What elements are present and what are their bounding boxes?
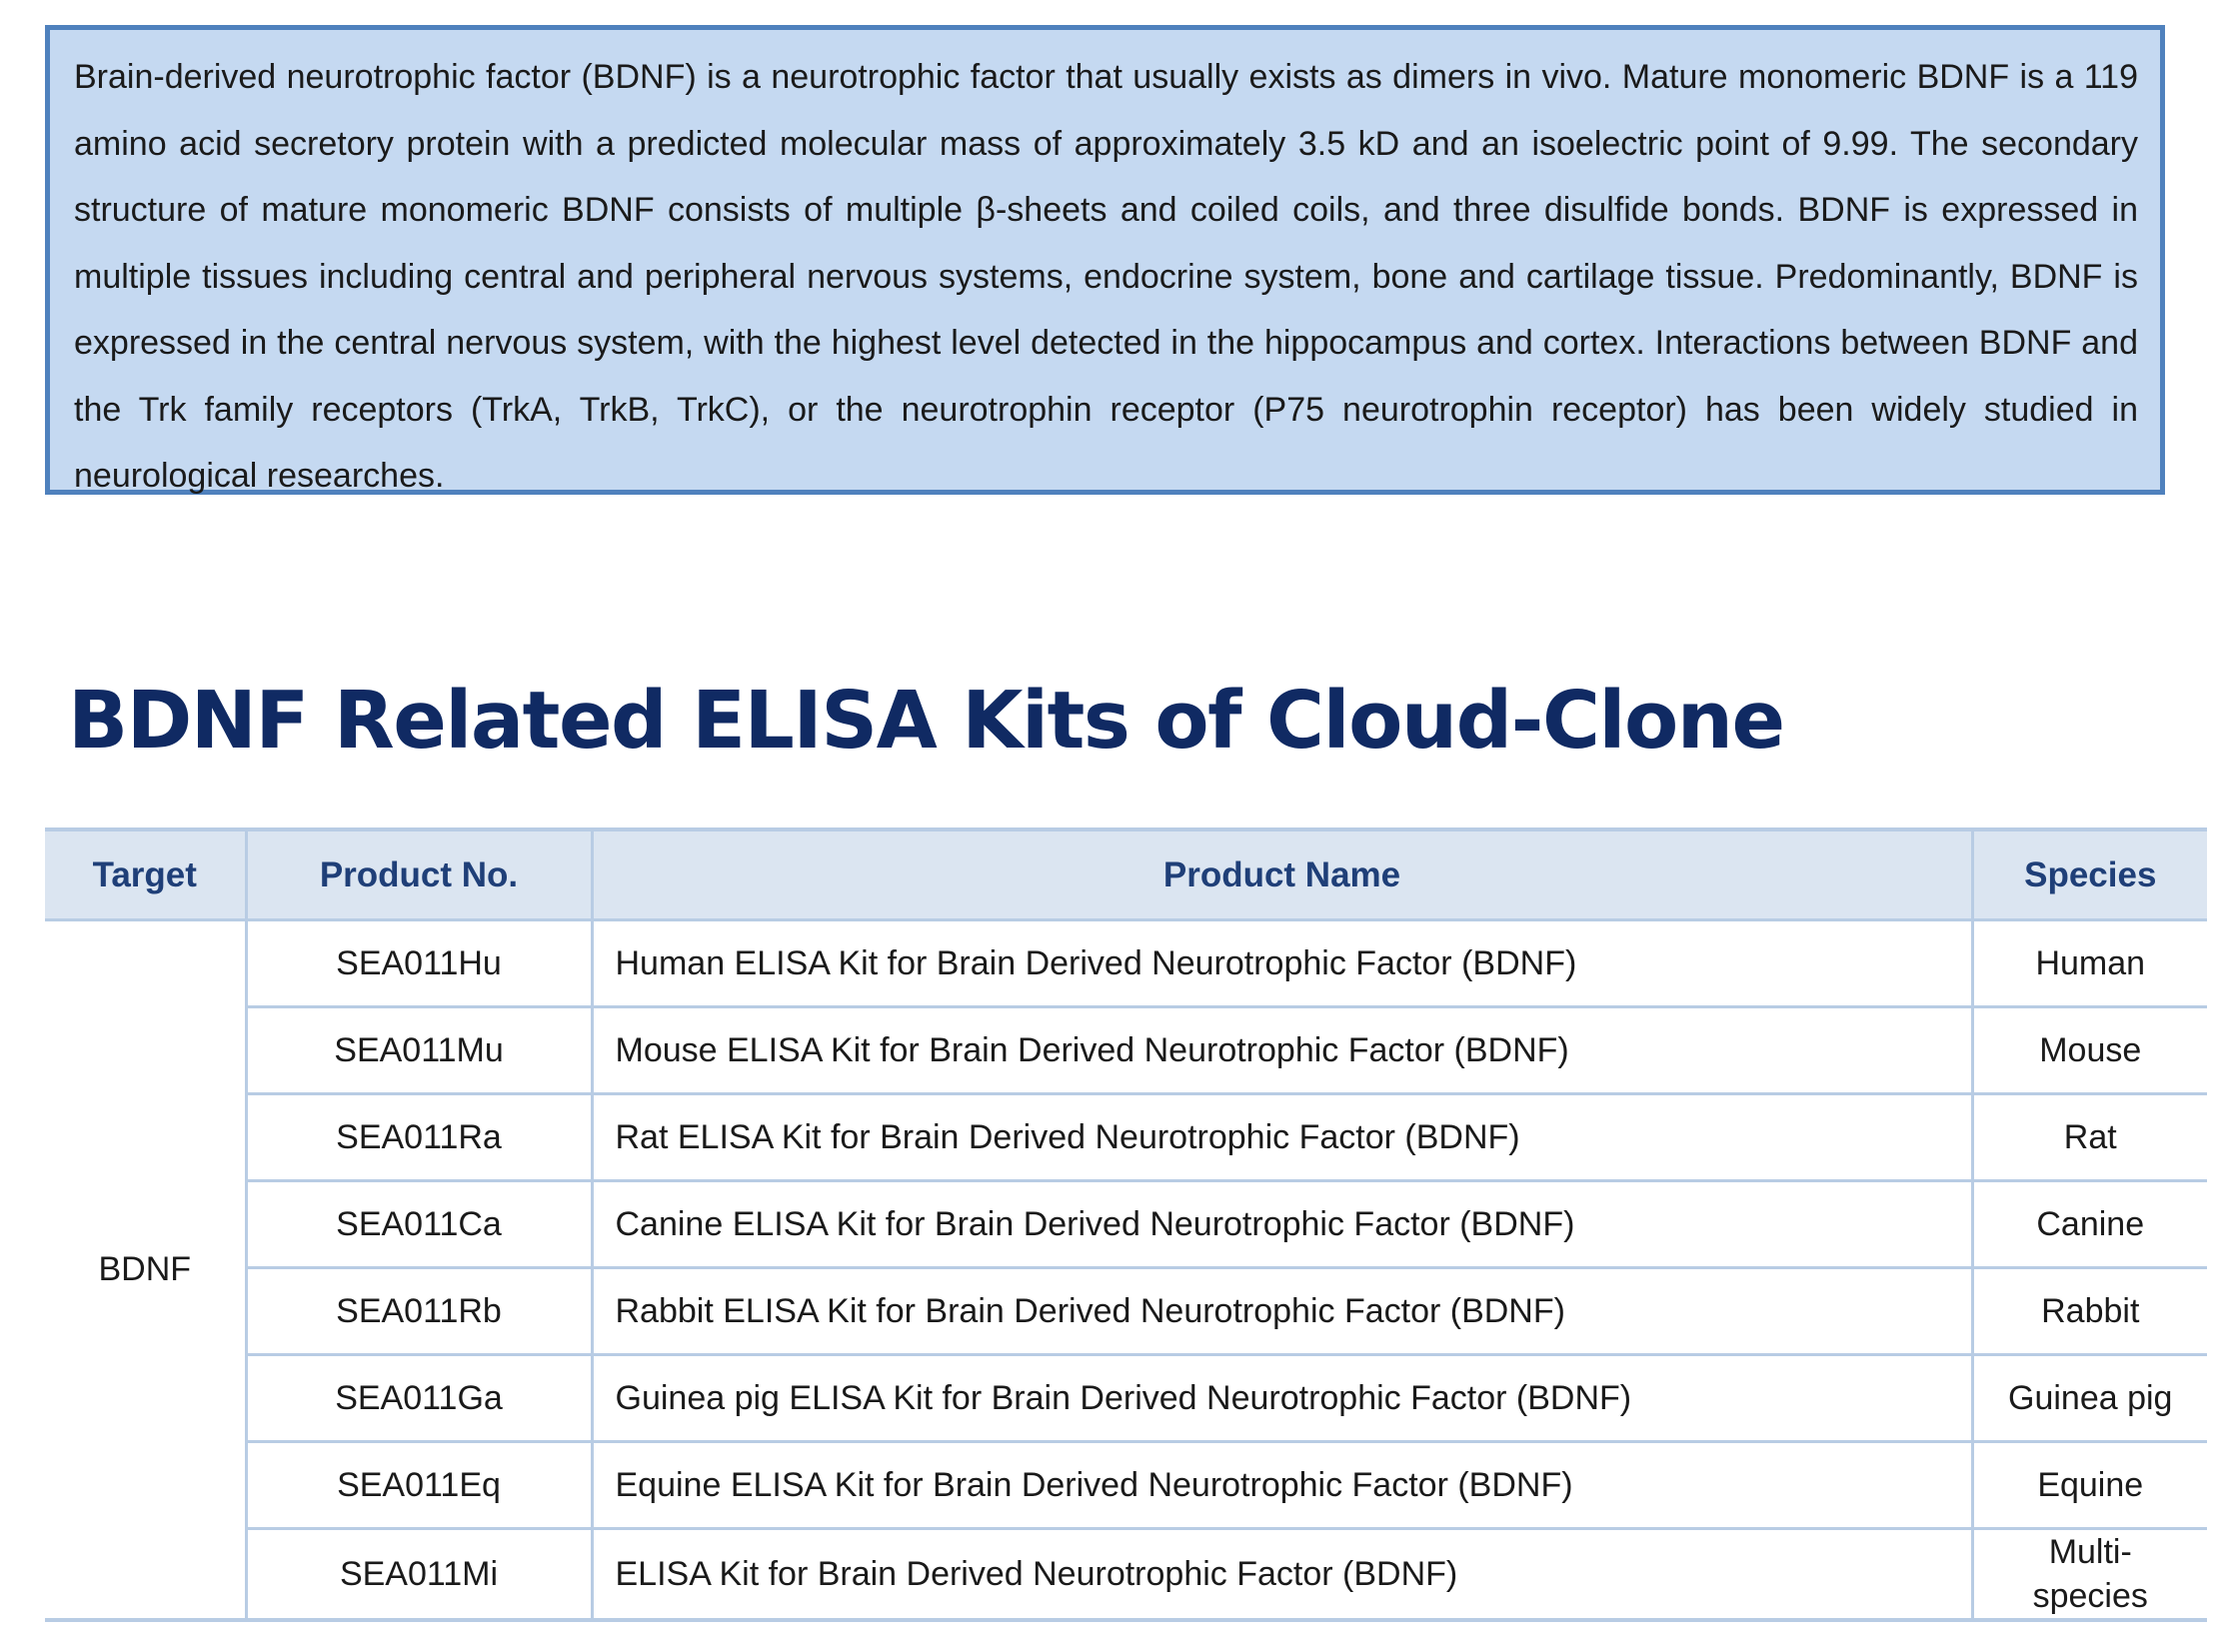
product-name-cell: Human ELISA Kit for Brain Derived Neurotrophic Factor (BDNF) [592, 920, 1972, 1007]
page-title: BDNF Related ELISA Kits of Cloud-Clone [68, 675, 1784, 767]
species-cell: Canine [1972, 1181, 2207, 1268]
product-name-cell: ELISA Kit for Brain Derived Neurotrophic Factor (BDNF) [592, 1529, 1972, 1621]
species-cell: Rabbit [1972, 1268, 2207, 1355]
product-no-cell: SEA011Rb [246, 1268, 592, 1355]
intro-box [45, 25, 2165, 495]
intro-paragraph: Brain-derived neurotrophic factor (BDNF) is a neurotrophic factor that usually exists as dimers in vivo. Mature monomeric BDNF is a 119 amino acid secretory protein with a predicted molecular mass of approximately 3.5 kD and an isoelectric point of 9.99. The secondary structure of mature monomeric BDNF consists of multiple β-sheets and coiled coils, and three disulfide bonds. BDNF is expressed in multiple tissues including central and peripheral nervous systems, endocrine system, bone and cartilage tissue. Predominantly, BDNF is expressed in the central nervous system, with the highest level detected in the hippocampus and cortex. Interactions between BDNF and the Trk family receptors (TrkA, TrkB, TrkC), or the neurotrophin receptor (P75 neurotrophin receptor) has been widely studied in neurological researches. [74, 58, 2138, 495]
table-row [45, 1007, 2207, 1094]
species-cell: Multi- species [1972, 1529, 2207, 1621]
table-row [45, 1181, 2207, 1268]
species-cell: Equine [1972, 1442, 2207, 1529]
species-cell: Guinea pig [1972, 1355, 2207, 1442]
table-row [45, 1268, 2207, 1355]
product-name-cell: Canine ELISA Kit for Brain Derived Neurotrophic Factor (BDNF) [592, 1181, 1972, 1268]
column-header-species: Species [1972, 829, 2207, 920]
product-no-cell: SEA011Eq [246, 1442, 592, 1529]
table-row [45, 1355, 2207, 1442]
column-header-target: Target [45, 829, 246, 920]
table-row [45, 1094, 2207, 1181]
species-cell: Rat [1972, 1094, 2207, 1181]
table-row [45, 1529, 2207, 1621]
table-row [45, 1442, 2207, 1529]
product-name-cell: Rat ELISA Kit for Brain Derived Neurotrophic Factor (BDNF) [592, 1094, 1972, 1181]
product-no-cell: SEA011Hu [246, 920, 592, 1007]
product-no-cell: SEA011Mi [246, 1529, 592, 1621]
elisa-kits-table [45, 827, 2207, 1622]
product-no-cell: SEA011Ga [246, 1355, 592, 1442]
table-body [45, 920, 2207, 1621]
target-cell: BDNF [45, 920, 246, 1621]
table-header-row [45, 829, 2207, 920]
product-name-cell: Mouse ELISA Kit for Brain Derived Neurotrophic Factor (BDNF) [592, 1007, 1972, 1094]
product-no-cell: SEA011Ra [246, 1094, 592, 1181]
species-cell: Human [1972, 920, 2207, 1007]
species-cell: Mouse [1972, 1007, 2207, 1094]
product-no-cell: SEA011Mu [246, 1007, 592, 1094]
product-name-cell: Guinea pig ELISA Kit for Brain Derived Neurotrophic Factor (BDNF) [592, 1355, 1972, 1442]
product-no-cell: SEA011Ca [246, 1181, 592, 1268]
column-header-product-no: Product No. [246, 829, 592, 920]
product-name-cell: Rabbit ELISA Kit for Brain Derived Neurotrophic Factor (BDNF) [592, 1268, 1972, 1355]
table-row [45, 920, 2207, 1007]
column-header-product-name: Product Name [592, 829, 1972, 920]
product-name-cell: Equine ELISA Kit for Brain Derived Neurotrophic Factor (BDNF) [592, 1442, 1972, 1529]
